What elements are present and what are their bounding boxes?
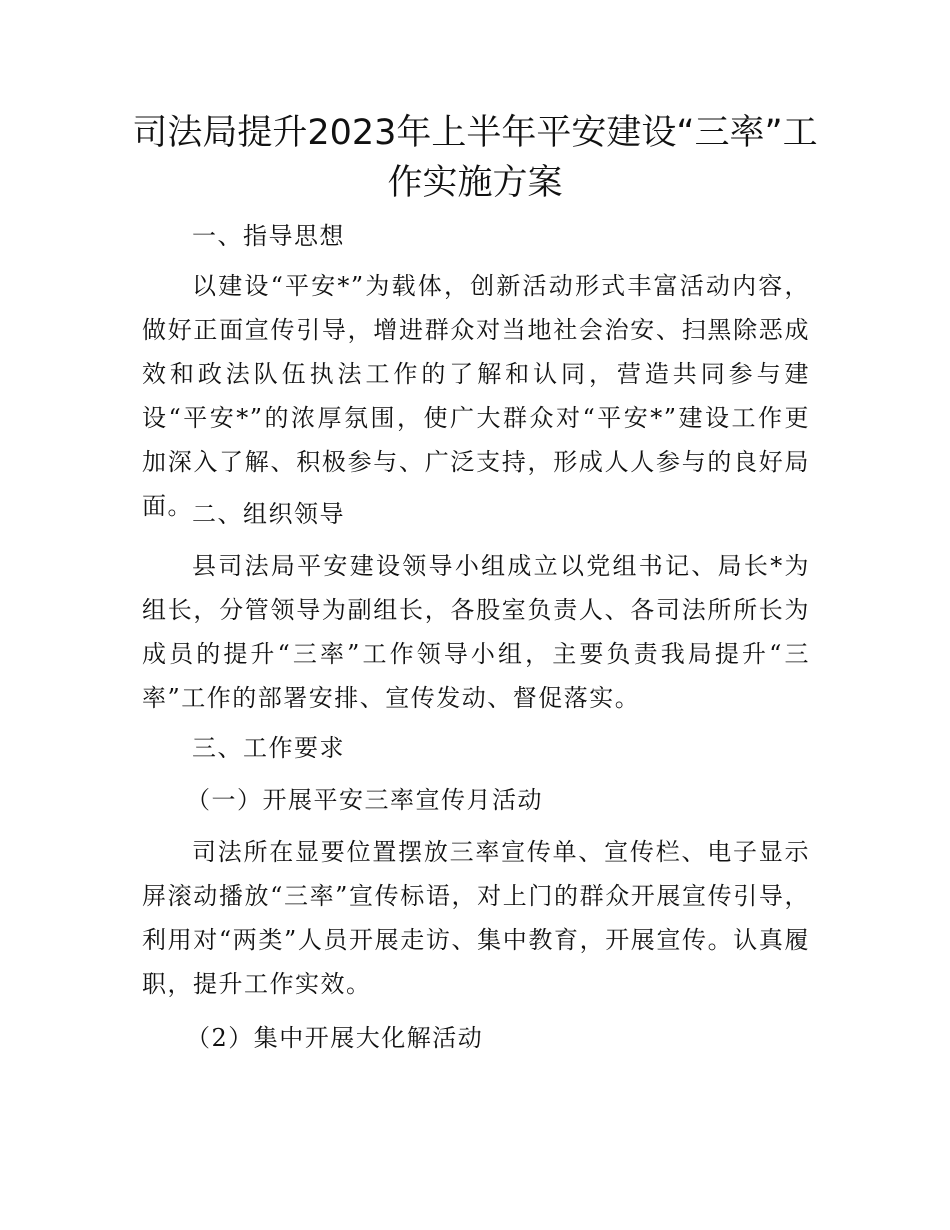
- subsection-heading-publicity-month: （一）开展平安三率宣传月活动: [186, 786, 543, 814]
- paragraph-organization: 县司法局平安建设领导小组成立以党组书记、局长*为组长，分管领导为副组长，各股室负责人、各司法所所长为成员的提升“三率”工作领导小组，主要负责我局提升“三率”工作的部署安排、宣传发动、督促落实。: [142, 552, 810, 712]
- paragraph-guiding-ideology: 以建设“平安*”为载体，创新活动形式丰富活动内容，做好正面宣传引导，增进群众对当地社会治安、扫黑除恶成效和政法队伍执法工作的了解和认同，营造共同参与建设“平安*”的浓厚氛围，使广大群众对“平安*”建设工作更加深入了解、积极参与、广泛支持，形成人人参与的良好局面。: [142, 272, 810, 520]
- section-heading-organization: 二、组织领导: [192, 500, 345, 528]
- paragraph-publicity-month: 司法所在显要位置摆放三率宣传单、宣传栏、电子显示屏滚动播放“三率”宣传标语，对上门的群众开展宣传引导，利用对“两类”人员开展走访、集中教育，开展宣传。认真履职，提升工作实效。: [142, 838, 810, 998]
- subsection-heading-mediation: （2）集中开展大化解活动: [186, 1024, 484, 1052]
- section-heading-work-requirements: 三、工作要求: [192, 734, 345, 762]
- document-title: 司法局提升2023年上半年平安建设“三率”工作实施方案: [132, 113, 818, 203]
- section-heading-guiding-ideology: 一、指导思想: [192, 222, 345, 250]
